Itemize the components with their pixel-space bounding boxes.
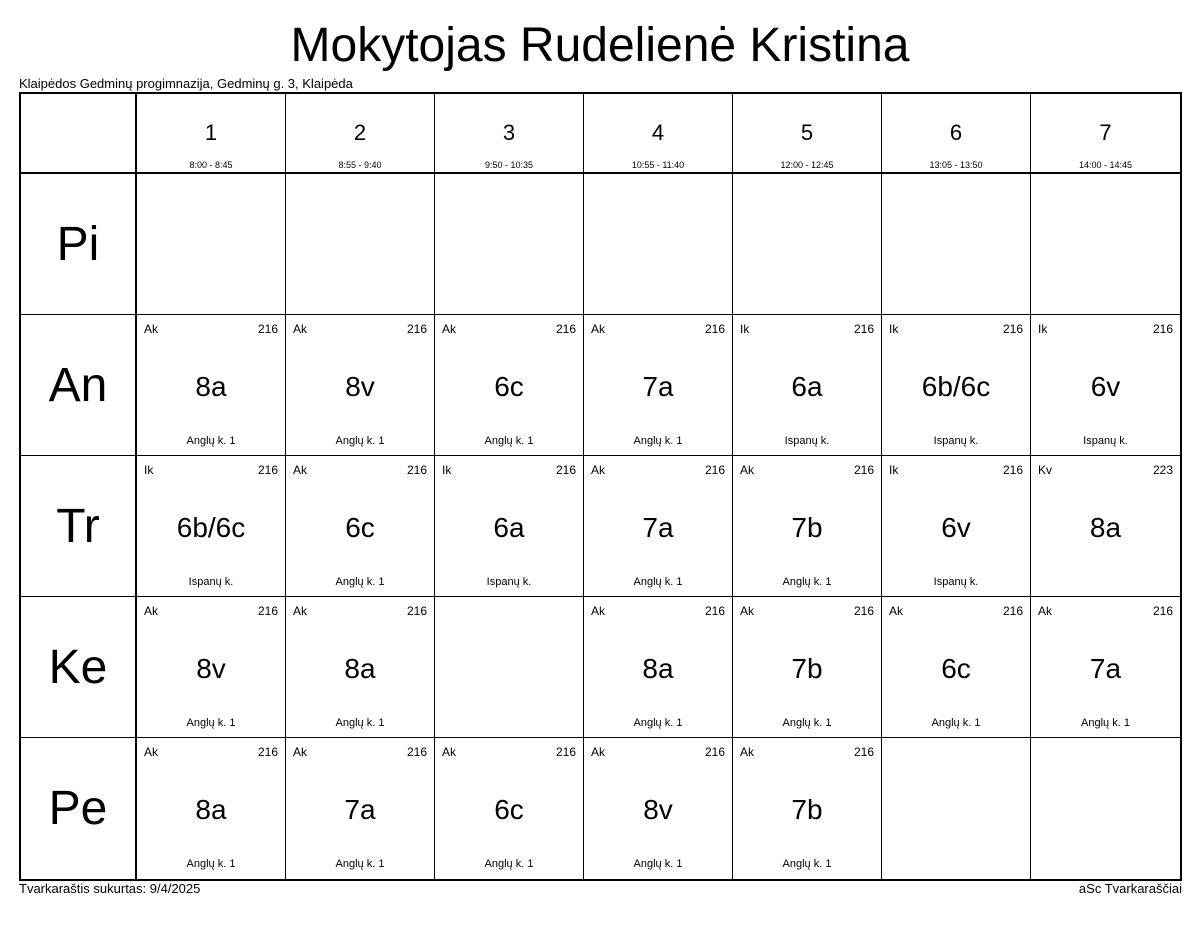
lesson-code: Ak [144, 745, 159, 759]
lesson-cell [733, 315, 882, 456]
lesson-code: Ak [442, 322, 457, 336]
subject-name: Anglų k. 1 [633, 576, 683, 588]
class-name: 8v [643, 794, 673, 825]
subject-name: Anglų k. 1 [1081, 717, 1130, 729]
period-number: 2 [353, 120, 367, 145]
period-time: 12:00 - 12:45 [780, 160, 834, 170]
class-name: 7a [1089, 653, 1122, 684]
lesson-code: Ak [591, 745, 606, 759]
lesson-cell [733, 597, 882, 738]
corner-cell [21, 94, 137, 174]
subject-name: Anglų k. 1 [186, 435, 236, 447]
lesson-cell [584, 456, 733, 597]
room-number: 216 [1152, 322, 1173, 336]
period-header [435, 94, 584, 174]
subject-name: Anglų k. 1 [335, 435, 385, 447]
room-number: 216 [853, 604, 874, 618]
empty-cell [882, 738, 1031, 879]
timetable-grid [19, 92, 1182, 881]
lesson-cell [435, 456, 584, 597]
subject-name: Anglų k. 1 [633, 858, 683, 870]
room-number: 216 [704, 745, 725, 759]
subject-name: Anglų k. 1 [633, 435, 683, 447]
day-label: Pi [56, 217, 100, 271]
subject-name: Ispanų k. [1083, 435, 1128, 447]
class-name: 8a [344, 653, 376, 684]
school-address: Klaipėdos Gedminų progimnazija, Gedminų g. 3, Klaipėda [19, 76, 353, 91]
lesson-cell [286, 738, 435, 879]
created-date: Tvarkaraštis sukurtas: 9/4/2025 [19, 881, 201, 896]
period-header [882, 94, 1031, 174]
empty-cell [733, 174, 882, 315]
lesson-cell [584, 597, 733, 738]
room-number: 216 [555, 463, 576, 477]
lesson-code: Ak [293, 322, 308, 336]
subject-name: Anglų k. 1 [633, 717, 683, 729]
period-number: 5 [800, 120, 814, 145]
subject-name: Ispanų k. [933, 435, 979, 447]
class-name: 6a [493, 512, 525, 543]
period-header [137, 94, 286, 174]
class-name: 8v [345, 371, 375, 402]
lesson-code: Ik [442, 463, 452, 477]
lesson-code: Ak [293, 463, 308, 477]
room-number: 216 [257, 463, 278, 477]
lesson-cell [1031, 597, 1180, 738]
day-label: Ke [48, 640, 108, 694]
room-number: 216 [406, 322, 427, 336]
day-header [21, 597, 137, 738]
generator-credit: aSc Tvarkaraščiai [1078, 881, 1182, 896]
lesson-code: Ik [1038, 322, 1048, 336]
room-number: 216 [704, 322, 725, 336]
period-number: 7 [1099, 120, 1112, 145]
lesson-code: Kv [1038, 463, 1053, 477]
empty-cell [137, 174, 286, 315]
period-header [1031, 94, 1180, 174]
lesson-code: Ik [889, 463, 899, 477]
room-number: 216 [257, 322, 278, 336]
class-name: 6c [494, 371, 524, 402]
room-number: 216 [555, 745, 576, 759]
class-name: 6c [494, 794, 524, 825]
class-name: 6c [345, 512, 375, 543]
subject-name: Anglų k. 1 [484, 435, 534, 447]
class-name: 7a [344, 794, 376, 825]
subject-name: Ispanų k. [933, 576, 979, 588]
room-number: 216 [853, 322, 874, 336]
class-name: 6c [941, 653, 971, 684]
class-name: 6v [941, 512, 971, 543]
class-name: 6b/6c [921, 371, 991, 402]
period-header [733, 94, 882, 174]
class-name: 7b [791, 512, 823, 543]
room-number: 216 [704, 463, 725, 477]
subject-name: Anglų k. 1 [782, 717, 832, 729]
subject-name: Ispanų k. [188, 576, 234, 588]
class-name: 6v [1090, 371, 1121, 402]
day-header [21, 315, 137, 456]
room-number: 216 [704, 604, 725, 618]
subject-name: Anglų k. 1 [335, 858, 385, 870]
room-number: 216 [1152, 604, 1173, 618]
room-number: 216 [1002, 322, 1023, 336]
lesson-cell [733, 738, 882, 879]
lesson-code: Ak [740, 463, 755, 477]
subject-name: Anglų k. 1 [186, 858, 236, 870]
lesson-code: Ik [889, 322, 899, 336]
lesson-cell [137, 315, 286, 456]
lesson-code: Ak [293, 745, 308, 759]
period-number: 1 [204, 120, 218, 145]
lesson-cell [1031, 315, 1180, 456]
period-time: 9:50 - 10:35 [484, 160, 534, 170]
day-label: Tr [56, 499, 100, 553]
lesson-cell [584, 315, 733, 456]
lesson-cell [137, 738, 286, 879]
lesson-code: Ak [293, 604, 308, 618]
period-time: 8:55 - 9:40 [338, 160, 382, 170]
empty-cell [1031, 738, 1180, 879]
empty-cell [435, 174, 584, 315]
lesson-cell [137, 456, 286, 597]
subject-name: Anglų k. 1 [186, 717, 236, 729]
day-label: Pe [48, 782, 108, 835]
room-number: 216 [853, 463, 874, 477]
lesson-cell [882, 597, 1031, 738]
lesson-cell [882, 315, 1031, 456]
room-number: 216 [1002, 604, 1023, 618]
room-number: 216 [406, 745, 427, 759]
lesson-code: Ak [591, 604, 606, 618]
empty-cell [286, 174, 435, 315]
empty-cell [584, 174, 733, 315]
class-name: 8a [1089, 512, 1122, 543]
room-number: 216 [406, 463, 427, 477]
room-number: 223 [1152, 463, 1173, 477]
room-number: 216 [257, 604, 278, 618]
subject-name: Anglų k. 1 [782, 576, 832, 588]
lesson-code: Ak [740, 604, 755, 618]
lesson-code: Ak [591, 463, 606, 477]
subject-name: Anglų k. 1 [335, 717, 385, 729]
lesson-code: Ik [144, 463, 154, 477]
class-name: 7a [642, 512, 674, 543]
lesson-code: Ak [144, 322, 159, 336]
room-number: 216 [1002, 463, 1023, 477]
lesson-cell [435, 738, 584, 879]
lesson-cell [882, 456, 1031, 597]
lesson-code: Ak [889, 604, 904, 618]
empty-cell [435, 597, 584, 738]
period-time: 10:55 - 11:40 [631, 160, 685, 170]
lesson-cell [137, 597, 286, 738]
lesson-code: Ak [442, 745, 457, 759]
subject-name: Ispanų k. [486, 576, 532, 588]
empty-cell [1031, 174, 1180, 315]
period-header [584, 94, 733, 174]
class-name: 8a [195, 794, 227, 825]
room-number: 216 [406, 604, 427, 618]
lesson-code: Ik [740, 322, 750, 336]
empty-cell [882, 174, 1031, 315]
period-number: 4 [651, 120, 665, 145]
lesson-code: Ak [1038, 604, 1053, 618]
subject-name: Ispanų k. [784, 435, 830, 447]
lesson-cell [286, 456, 435, 597]
lesson-cell [733, 456, 882, 597]
class-name: 7b [791, 653, 823, 684]
lesson-cell [1031, 456, 1180, 597]
lesson-code: Ak [740, 745, 755, 759]
class-name: 8a [642, 653, 674, 684]
period-time: 14:00 - 14:45 [1078, 160, 1133, 170]
subject-name: Anglų k. 1 [931, 717, 981, 729]
day-header [21, 174, 137, 315]
lesson-cell [286, 315, 435, 456]
class-name: 8v [196, 653, 226, 684]
period-header [286, 94, 435, 174]
subject-name: Anglų k. 1 [782, 858, 832, 870]
day-label: An [48, 358, 108, 412]
day-header [21, 456, 137, 597]
subject-name: Anglų k. 1 [335, 576, 385, 588]
class-name: 6b/6c [176, 512, 246, 543]
room-number: 216 [853, 745, 874, 759]
lesson-cell [584, 738, 733, 879]
class-name: 6a [791, 371, 823, 402]
period-number: 3 [502, 120, 516, 145]
lesson-cell [435, 315, 584, 456]
class-name: 7b [791, 794, 823, 825]
subject-name: Anglų k. 1 [484, 858, 534, 870]
period-time: 13:05 - 13:50 [929, 160, 983, 170]
lesson-code: Ak [591, 322, 606, 336]
class-name: 7a [642, 371, 674, 402]
room-number: 216 [257, 745, 278, 759]
lesson-code: Ak [144, 604, 159, 618]
class-name: 8a [195, 371, 227, 402]
lesson-cell [286, 597, 435, 738]
period-number: 6 [949, 120, 963, 145]
day-header [21, 738, 137, 879]
period-time: 8:00 - 8:45 [189, 160, 233, 170]
room-number: 216 [555, 322, 576, 336]
page-title: Mokytojas Rudelienė Kristina [290, 19, 910, 72]
